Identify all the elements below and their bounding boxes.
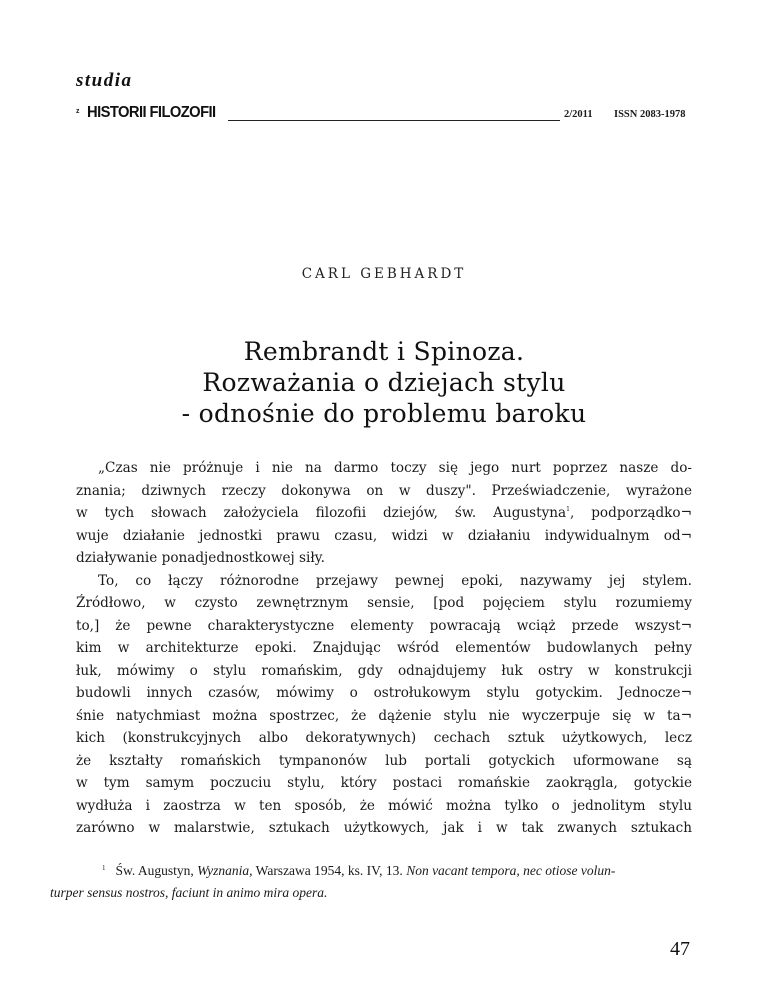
body-line: „Czas nie próżnuje i nie na darmo toczy się jego nurt poprzez nasze do- — [98, 460, 692, 476]
body-line: To, co łączy różnorodne przejawy pewnej epoki, nazywamy jej stylem. — [98, 572, 692, 589]
body-line: działywanie ponadjednostkowej siły. — [76, 550, 325, 566]
body-line: wydłuża i zaostrza w ten sposób, że mówić można tylko o jednolitym stylu — [76, 797, 692, 814]
footnote-part: Warszawa 1954, ks. IV, 13. — [252, 863, 407, 878]
footnote-part: Non vacant tempora, nec otiose volun- — [406, 863, 616, 878]
body-line: znania; dziwnych rzeczy dokonywa on w duszy". Przeświadczenie, wyrażone — [76, 482, 692, 499]
body-line: kim w architekturze epoki. Znajdując wśród elementów budowlanych pełny — [76, 640, 692, 656]
title-line-2: Rozważania o dziejach stylu — [202, 368, 566, 397]
body-line: że kształty romańskich tympanonów lub portali gotyckich uformowane są — [76, 752, 692, 769]
body-line: kich (konstrukcyjnych albo dekoratywnych) cechach sztuk użytkowych, lecz — [76, 730, 692, 746]
title-line-1: Rembrandt i Spinoza. — [243, 337, 525, 366]
issn: ISSN 2083-1978 — [614, 109, 686, 120]
footnote-part: Św. Augustyn, — [115, 863, 198, 878]
footnote-ref[interactable]: 1 — [566, 506, 570, 513]
journal-name: HISTORII FILOZOFII — [87, 104, 216, 121]
body-line: to,] że pewne charakterystyczne elementy powracają wciąż przede wszyst¬ — [76, 617, 692, 634]
footnote — [50, 857, 692, 904]
article-body — [76, 457, 692, 840]
body-line: w tym samym poczuciu stylu, który postaci romańskie zaokrągla, gotyckie — [76, 775, 692, 791]
body-line: łuk, mówimy o stylu romańskim, gdy odnajdujemy łuk ostry w konstrukcji — [76, 662, 692, 679]
body-text: , podporządko¬ — [569, 505, 692, 521]
title-line-3: - odnośnie do problemu baroku — [181, 399, 587, 428]
journal-masthead — [76, 70, 133, 92]
header-rule — [228, 120, 560, 121]
journal-z: z — [76, 108, 80, 115]
footnote-part: turper sensus nostros, faciunt in animo mira opera. — [50, 885, 328, 900]
body-text: w tych słowach założyciela filozofii dziejów, św. Augustyna — [76, 505, 567, 521]
issue-number: 2/2011 — [564, 109, 593, 120]
body-line: budowli innych czasów, mówimy o ostrołukowym stylu gotyckim. Jednocze¬ — [76, 685, 692, 701]
body-line: Źródłowo, w czysto zewnętrznym sensie, [pod pojęciem stylu rozumiemy — [76, 595, 692, 611]
body-line: zarówno w malarstwie, sztukach użytkowych, jak i w tak zwanych sztukach — [76, 820, 692, 836]
footnote-mark: 1 — [102, 864, 106, 872]
body-line — [76, 502, 692, 525]
journal-studia: studia — [76, 70, 133, 91]
article-title — [0, 336, 768, 429]
body-line: wuje działanie jednostki prawu czasu, widzi w działaniu indywidualnym od¬ — [76, 527, 692, 544]
author-name: CARL GEBHARDT — [301, 266, 467, 282]
page-number: 47 — [670, 938, 690, 960]
footnote-part: Wyznania, — [197, 863, 253, 878]
body-line: śnie natychmiast można spostrzec, że dążenie stylu nie wyczerpuje się w ta¬ — [76, 707, 692, 724]
journal-header-row — [76, 104, 690, 124]
footnote-text — [50, 857, 692, 904]
